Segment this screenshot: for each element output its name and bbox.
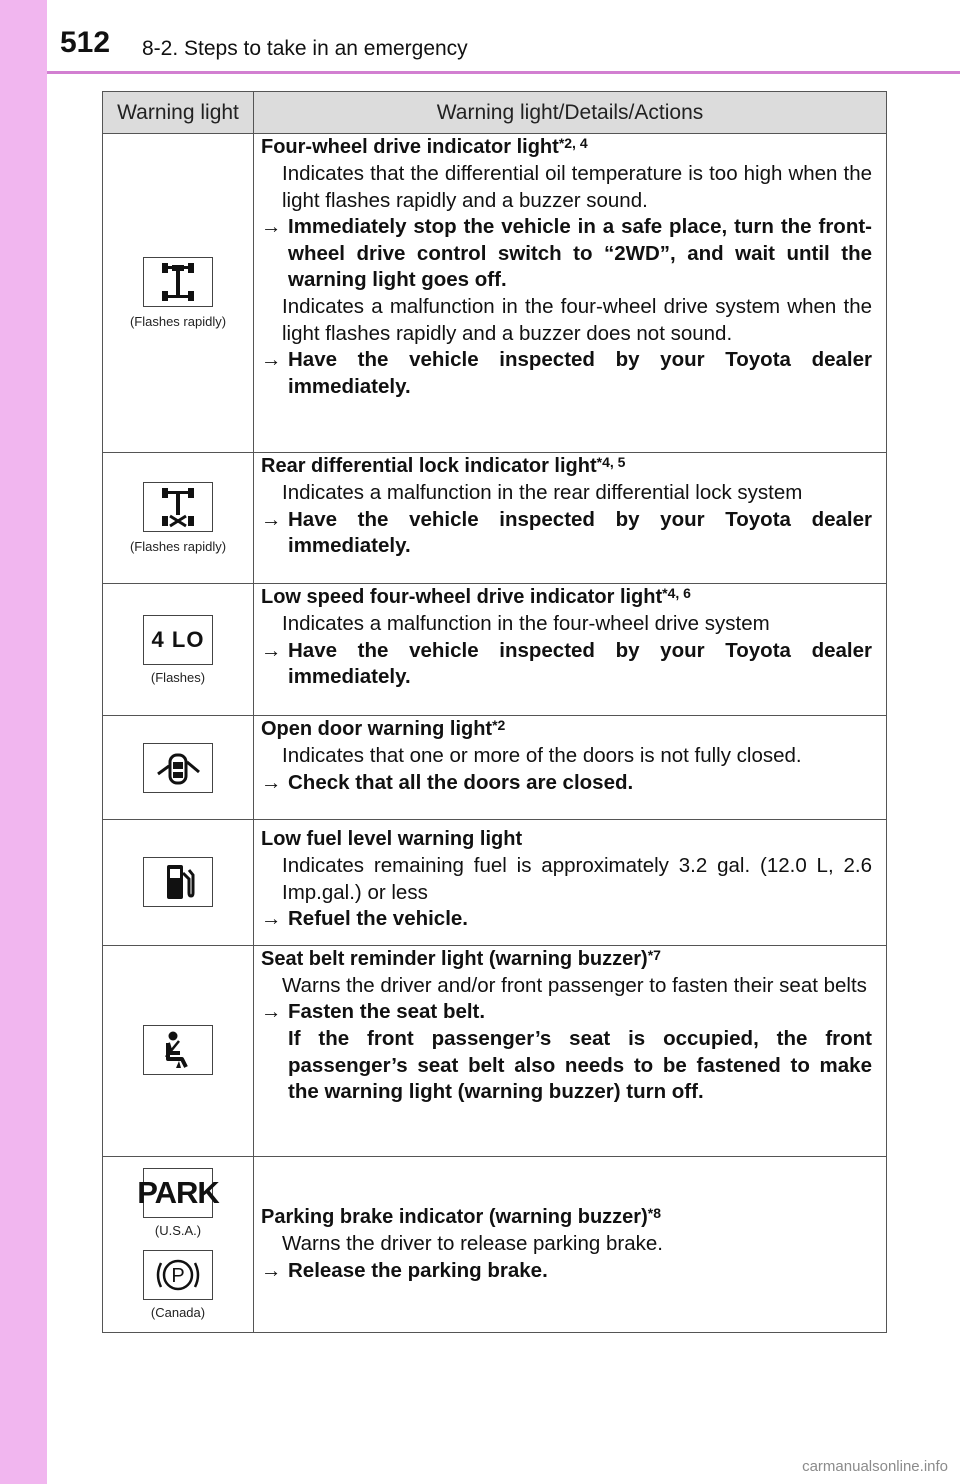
row-action: [261, 638, 872, 691]
header-rule: [47, 71, 960, 74]
column-header-details: Warning light/Details/Actions: [254, 92, 887, 134]
row-title-text: Seat belt reminder light (warning buzzer): [261, 947, 648, 970]
details-cell: [254, 453, 887, 584]
row-action: [261, 999, 872, 1105]
warning-light-table: [102, 91, 887, 1333]
row-title: [261, 946, 872, 973]
action-text: Check that all the doors are closed.: [288, 770, 634, 794]
icon-cell: [103, 584, 254, 716]
table-row: [103, 945, 887, 1156]
row-title: [261, 134, 872, 161]
footnote-ref: *4, 5: [596, 454, 626, 470]
row-description: Warns the driver and/or front passenger to fasten their seat belts: [282, 973, 867, 997]
four-wheel-drive-icon: [143, 257, 213, 307]
icon-cell: [103, 716, 254, 820]
action-line: If the front passenger’s seat is occupied, the front passenger’s seat belt also needs to be fastened to make the warning light (warning buzzer) turn off.: [288, 1026, 872, 1104]
page-number: 512: [60, 26, 111, 59]
table-row: [103, 820, 887, 946]
row-title-text: Low fuel level warning light: [261, 828, 523, 850]
fuel-pump-icon: [143, 857, 213, 907]
row-action: [261, 906, 872, 933]
row-description: Indicates that the differential oil temperature is too high when the light flashes rapidly and a buzzer sound.: [282, 162, 872, 212]
icon-cell: [103, 453, 254, 584]
icon-caption: (Flashes rapidly): [129, 314, 227, 329]
row-title-text: Rear differential lock indicator light: [261, 455, 597, 477]
table-row: [103, 134, 887, 453]
arrow-icon: →: [261, 215, 282, 239]
arrow-icon: →: [261, 770, 282, 794]
footnote-ref: *7: [647, 946, 661, 963]
action-text: Have the vehicle inspected by your Toyota dealer immediately.: [288, 638, 872, 689]
arrow-icon: →: [261, 348, 282, 372]
action-text: Immediately stop the vehicle in a safe place, turn the front-wheel drive control switch to “2WD”, and wait until the warning light goes off.: [288, 215, 872, 292]
seat-belt-icon: [143, 1025, 213, 1075]
parking-brake-p-icon: [143, 1250, 213, 1300]
row-description: Indicates a malfunction in the four-wheel drive system: [282, 612, 770, 635]
row-title: [261, 584, 872, 611]
row-title: [261, 453, 872, 480]
row-title-text: Low speed four-wheel drive indicator light: [261, 586, 663, 608]
row-title: [261, 826, 872, 853]
row-action: [261, 770, 872, 797]
footnote-ref: *4, 6: [662, 585, 691, 601]
action-text: Release the parking brake.: [288, 1258, 548, 1282]
row-action: [261, 214, 872, 294]
column-header-warning-light: Warning light: [103, 92, 254, 134]
row-description: Indicates a malfunction in the four-wheel drive system when the light flashes rapidly and a buzzer does not sound.: [282, 294, 872, 345]
rear-differential-lock-icon: [143, 482, 213, 532]
p-letter: P: [171, 1265, 185, 1288]
details-cell: [254, 945, 887, 1156]
watermark: carmanualsonline.info: [802, 1458, 948, 1475]
icon-caption: (Flashes rapidly): [129, 539, 227, 554]
row-description: Warns the driver to release parking brake.: [282, 1232, 663, 1256]
open-door-icon: [143, 743, 213, 793]
footnote-ref: *2: [492, 717, 506, 733]
action-text: Have the vehicle inspected by your Toyota dealer immediately.: [288, 507, 872, 558]
row-action: [261, 507, 872, 560]
arrow-icon: →: [261, 907, 282, 931]
arrow-icon: →: [261, 1258, 282, 1282]
row-title-text: Four-wheel drive indicator light: [261, 136, 559, 158]
icon-cell: [103, 134, 254, 453]
table-row: [103, 716, 887, 820]
details-cell: [254, 134, 887, 453]
table-row: [103, 584, 887, 716]
row-description: Indicates that one or more of the doors is not fully closed.: [282, 744, 802, 767]
action-text: [288, 999, 872, 1105]
action-text: Refuel the vehicle.: [288, 907, 469, 931]
row-description: Indicates a malfunction in the rear differential lock system: [282, 481, 803, 504]
row-title-text: Parking brake indicator (warning buzzer): [261, 1206, 648, 1229]
arrow-icon: →: [261, 638, 282, 662]
table-header-row: [103, 92, 887, 134]
4lo-icon: 4 LO: [143, 615, 213, 665]
icon-cell: [103, 1156, 254, 1332]
action-line: Fasten the seat belt.: [288, 1000, 486, 1024]
table-row: [103, 453, 887, 584]
icon-caption: (Canada): [150, 1305, 206, 1321]
arrow-icon: →: [261, 507, 282, 531]
icon-caption: (U.S.A.): [154, 1223, 202, 1239]
park-icon: PARK: [143, 1168, 213, 1218]
row-action: [261, 1258, 872, 1285]
footnote-ref: *2, 4: [558, 135, 588, 151]
action-text: Have the vehicle inspected by your Toyota dealer immediately.: [288, 348, 872, 398]
details-cell: [254, 1156, 887, 1332]
section-title: 8-2. Steps to take in an emergency: [142, 37, 468, 60]
icon-cell: [103, 945, 254, 1156]
details-cell: [254, 716, 887, 820]
row-title: [261, 1204, 872, 1231]
side-color-bar: [0, 0, 47, 1484]
details-cell: [254, 820, 887, 946]
arrow-icon: →: [261, 1000, 282, 1024]
footnote-ref: *8: [647, 1205, 661, 1222]
row-title-text: Open door warning light: [261, 718, 493, 740]
row-action: [261, 347, 872, 400]
details-cell: [254, 584, 887, 716]
row-description: Indicates remaining fuel is approximately 3.2 gal. (12.0 L, 2.6 Imp.gal.) or less: [282, 854, 872, 904]
icon-caption: (Flashes): [150, 669, 206, 685]
table-row: [103, 1156, 887, 1332]
row-title: [261, 716, 872, 743]
icon-cell: [103, 820, 254, 946]
